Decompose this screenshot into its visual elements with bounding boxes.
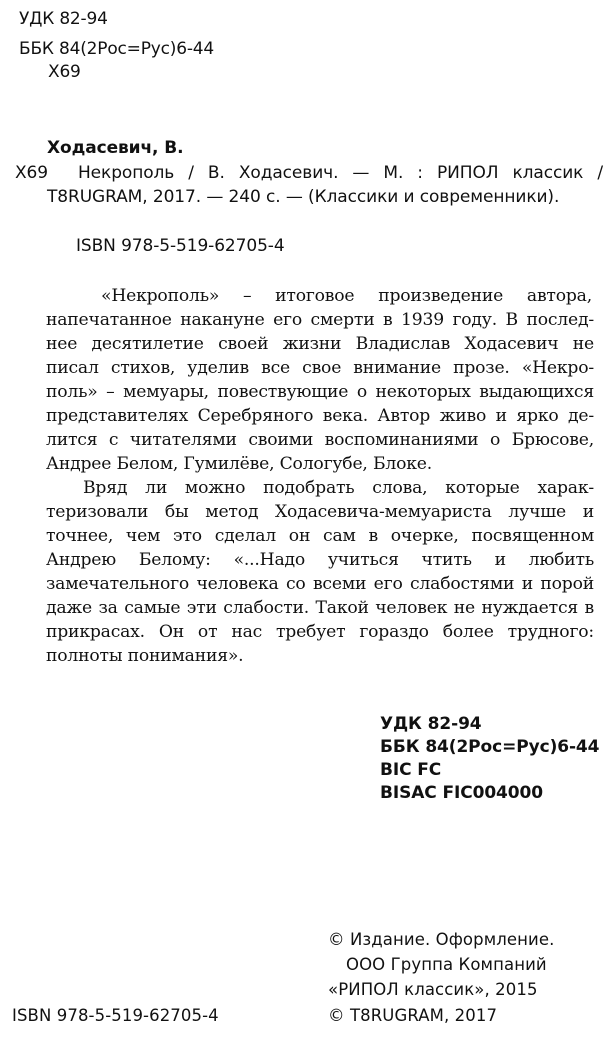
classification-bic: BIC FC	[380, 760, 442, 780]
annotation-line: Андрею Белому: «...Надо учиться чтить и любить	[46, 550, 594, 570]
annotation-line: прикрасах. Он от нас требует гораздо более трудного:	[46, 622, 594, 642]
copyright-line-1: © Издание. Оформление.	[328, 930, 555, 949]
header-udk: УДК 82-94	[19, 9, 108, 29]
annotation-line: лится с читателями своими воспоминаниями о Брюсове,	[46, 430, 594, 450]
classification-block	[380, 713, 599, 805]
copyright-line-2: ООО Группа Компаний	[346, 955, 547, 974]
footer-isbn: ISBN 978-5-519-62705-4	[12, 1006, 219, 1025]
header-author-mark: Х69	[48, 62, 81, 82]
copyright-line-3: «РИПОЛ классик», 2015	[328, 980, 538, 999]
annotation-line: писал стихов, уделив все свое внимание прозе. «Некро-	[46, 358, 594, 378]
annotation-line: представителях Серебряного века. Автор живо и ярко де-	[46, 406, 594, 426]
classification-bisac: BISAC FIC004000	[380, 783, 543, 803]
annotation-line: Андрее Белом, Гумилёве, Сологубе, Блоке.	[46, 454, 433, 474]
annotation-line: замечательного человека со всеми его слабостями и порой	[46, 574, 594, 594]
classification-udk: УДК 82-94	[380, 714, 482, 734]
annotation-line: теризовали бы метод Ходасевича-мемуариста лучше и	[46, 502, 594, 522]
annotation-line: «Некрополь» – итоговое произведение автора,	[101, 286, 592, 306]
annotation-line: нее десятилетие своей жизни Владислав Ходасевич не	[46, 334, 594, 354]
annotation-line: напечатанное накануне его смерти в 1939 году. В послед-	[46, 310, 594, 330]
annotation-line: поль» – мемуары, повествующие о некоторых выдающихся	[46, 382, 594, 402]
annotation-line: точнее, чем это сделал он сам в очерке, посвященном	[46, 526, 594, 546]
annotation-line: даже за самые эти слабости. Такой человек не нуждается в	[46, 598, 594, 618]
annotation-line: Вряд ли можно подобрать слова, которые харак-	[83, 478, 594, 498]
copyright-line-4: © T8RUGRAM, 2017	[328, 1006, 498, 1025]
catalog-description-line-1: Некрополь / В. Ходасевич. — М. : РИПОЛ классик /	[78, 163, 603, 183]
catalog-author: Ходасевич, В.	[47, 138, 184, 158]
header-bbk: ББК 84(2Рос=Рус)6-44	[19, 39, 214, 59]
catalog-isbn: ISBN 978-5-519-62705-4	[76, 236, 285, 256]
annotation-line: полноты понимания».	[46, 646, 244, 666]
classification-bbk: ББК 84(2Рос=Рус)6-44	[380, 737, 600, 757]
catalog-description-line-2: T8RUGRAM, 2017. — 240 с. — (Классики и современники).	[47, 187, 560, 207]
catalog-author-mark: Х69	[15, 163, 48, 183]
